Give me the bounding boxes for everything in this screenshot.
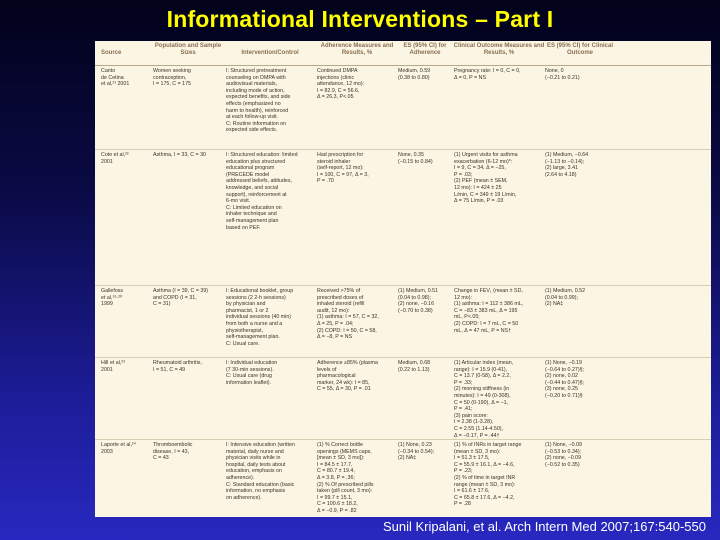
table-row: [95, 439, 711, 517]
cell-intervention: I: Intensive education (written material, daily nurse and physician visits while in hospital, daily tests about education, emphasis on adherence). C: Standard education (basic information, no emphasis on adherence).: [226, 442, 295, 501]
cell-es-adherence: (1) None, 0.23 (−0.34 to 0.54); (2) NA‡: [398, 442, 435, 462]
header-adherence: Adherence Measures and Results, %: [320, 43, 394, 56]
cell-adherence: Had prescription for steroid inhaler (self-report, 12 mo): I = 100, C = 97, Δ = 3, P = .70: [317, 152, 369, 185]
citation: Sunil Kripalani, et al. Arch Intern Med 2007;167:540-550: [382, 519, 706, 534]
header-source: Source: [101, 50, 122, 56]
evidence-table: [95, 41, 711, 517]
cell-es-adherence: Medium, 0.68 (0.22 to 1.13): [398, 360, 431, 373]
cell-source: Hill et al,²³ 2001: [101, 360, 125, 373]
cell-source: Canto de Cetina et al,²¹ 2001: [101, 68, 130, 88]
cell-es-adherence: Medium, 0.59 (0.38 to 0.80): [398, 68, 431, 81]
table-row: [95, 65, 711, 150]
slide-title: Informational Interventions – Part I: [166, 6, 554, 32]
cell-source: Laporte et al,²⁴ 2003: [101, 442, 136, 455]
cell-source: Cote et al,²² 2001: [101, 152, 129, 165]
cell-adherence: Received >75% of prescribed doses of inhaled steroid (refill audit, 12 mo): (1) asthma: I = 57, C = 32, Δ = 25, P = .04; (2) COPD: I = 50, C = 58, Δ = −8, P = NS: [317, 288, 379, 341]
cell-clinical-outcome: (1) Urgent visits for asthma exacerbation (6-12 mo)*: I = 9, C = 34, Δ = −25, P = .03; (2) PEF (mean ± SEM, 12 mo): I = 424 ± 25 L/min, C = 349 ± 19 L/min, Δ = 75 L/min, P = .03: [454, 152, 518, 205]
table-row: [95, 285, 711, 358]
table-header-row: [95, 41, 711, 66]
cell-population: Women seeking contraception, I = 175, C = 175: [153, 68, 191, 88]
cell-es-clinical: (1) Medium, −0.64 (−1.13 to −0.14); (2) large, 3.41 (2.64 to 4.18): [545, 152, 589, 178]
header-es-clinical: ES (95% CI) for Clinical Outcome: [546, 43, 613, 56]
cell-intervention: I: Educational booklet, group sessions (2 2-h sessions) by physician and pharmacist, 1 or 2 individual sessions (40 min) from both a nurse and a physiotherapist, self-management plan. C: Usual care.: [226, 288, 294, 347]
cell-adherence: Continued DMPA injections (clinic attendance, 12 mo): I = 82.9, C = 56.6, Δ = 26.3, P<.05: [317, 68, 365, 101]
cell-es-clinical: (1) None, −0.19 (−0.64 to 0.27)§; (2) none, 0.02 (−0.44 to 0.47)§; (3) none, 0.25 (−0.20 to 0.71)§: [545, 360, 585, 399]
cell-intervention: I: Structured education: limited education plus structured educational program (PRECEDE model addressed beliefs, attitudes, knowledge, and social support), reinforcement at 6-mo visit. C: Limited education on inhaler technique and self-management plan based on PEF.: [226, 152, 298, 231]
cell-clinical-outcome: (1) Articular index (mean, range): I = 15.9 (0-41), C = 13.7 (0-58), Δ = 2.2, P = .33; (2) morning stiffness (in minutes): I = 49 (0-308), C = 50 (0-190), Δ = −1, P = .41; (3) pain score: I = 2.38 (1-3.28), C = 2.55 (1.14-4.50), Δ = −0.17, P = .44†: [454, 360, 514, 439]
cell-intervention: I: Structured pretreatment counseling on DMPA with audiovisual materials, including mode of action, expected benefits, and side effects (emphasized no harm to health), reinforced at each follow-up visit. C: Routine information on expected side effects.: [226, 68, 291, 134]
cell-clinical-outcome: Change in FEV₁ (mean ± SD, 12 mo): (1) asthma: I = 112 ± 386 mL, C = −83 ± 383 mL, Δ = 195 mL, P<.05; (2) COPD: I = 7 mL, C = 50 mL, Δ = 47 mL, P = NS†: [454, 288, 524, 334]
cell-population: Thromboembolic disease, I = 43, C = 43: [153, 442, 193, 462]
cell-adherence: (1) % Correct bottle openings (MEMS caps, [mean ± SD, 3 mo]): I = 84.5 ± 17.7, C = 80.7 ± 19.4, Δ = 3.8, P = .36; (2) % Of prescribed pills taken (pill count, 3 mo): I = 99.7 ± 15.1, C = 100.6 ± 18.2, Δ = −0.9, P = .82: [317, 442, 374, 514]
cell-es-adherence: (1) Medium, 0.51 (0.04 to 0.98); (2) none, −0.16 (−0.70 to 0.38): [398, 288, 439, 314]
table-row: [95, 149, 711, 286]
header-population: Population and Sample Sizes: [154, 43, 222, 56]
table-row: [95, 357, 711, 440]
cell-es-clinical: None, 0 (−0.21 to 0.21): [545, 68, 580, 81]
cell-clinical-outcome: (1) % of INRs in target range (mean ± SD, 3 mo): I = 51.3 ± 17.5, C = 55.9 ± 16.1, Δ = −4.6, P = .23; (2) % of time in target INR range (mean ± SD, 3 mo): I = 61.6 ± 17.6, C = 65.8 ± 17.6, Δ = −4.2, P = .28: [454, 442, 522, 508]
header-clinical-outcome: Clinical Outcome Measures and Results, %: [453, 43, 545, 56]
cell-population: Asthma (I = 39, C = 39) and COPD (I = 31, C = 31): [153, 288, 209, 308]
cell-es-clinical: (1) None, −0.09 (−0.53 to 0.34); (2) none, −0.09 (−0.52 to 0.35): [545, 442, 582, 468]
cell-source: Gallefoss et al,¹⁹·²⁰ 1999: [101, 288, 124, 308]
cell-population: Asthma, I = 33, C = 30: [153, 152, 206, 158]
cell-clinical-outcome: Pregnancy rate: I = 0, C = 0, Δ = 0, P = NS: [454, 68, 521, 81]
cell-es-adherence: None, 0.35 (−0.15 to 0.84): [398, 152, 433, 165]
cell-intervention: I: Individual education (7 30-min sessions). C: Usual care (drug information leaflet).: [226, 360, 278, 386]
header-es-adherence: ES (95% CI) for Adherence: [403, 43, 447, 56]
cell-population: Rheumatoid arthritis, I = 51, C = 49: [153, 360, 202, 373]
cell-es-clinical: (1) Medium, 0.52 (0.04 to 0.99); (2) NA‡: [545, 288, 586, 308]
header-intervention: Intervention/Control: [241, 50, 299, 56]
cell-adherence: Adherence ≥85% (plasma levels of pharmacological marker, 24 wk): I = 85, C = 55, Δ = 30, P = .01: [317, 360, 378, 393]
